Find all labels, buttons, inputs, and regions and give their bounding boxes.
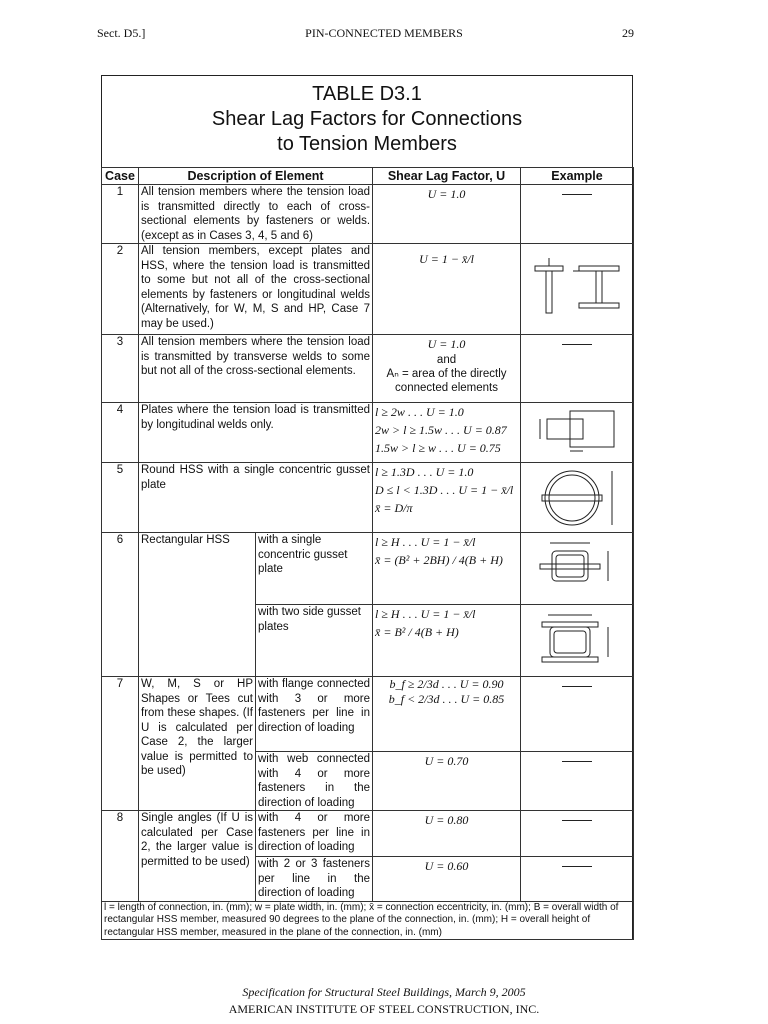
table-footnote: l = length of connection, in. (mm); w = plate width, in. (mm); x̄ = connection eccentricity, in. (mm); B = overall width of rectangular HSS member, measured 90 degrees to the plane of the connection, in. (mm); H = overall height of rectangular HSS member, measured in the plane of the connection, in. (mm) <box>102 901 634 940</box>
sub-description: with 2 or 3 fasteners per line in the direction of loading <box>256 857 373 902</box>
factor-line-1: l ≥ 1.3D . . . U = 1.0 <box>375 465 474 479</box>
footer-publisher: AMERICAN INSTITUTE OF STEEL CONSTRUCTION, INC. <box>228 1002 540 1016</box>
factor-line-3: 1.5w > l ≥ w . . . U = 0.75 <box>375 441 501 455</box>
factor-line-1: l ≥ 2w . . . U = 1.0 <box>375 405 464 419</box>
example-dash <box>521 677 634 752</box>
plate-weld-sketch <box>532 407 622 459</box>
factor-and: and <box>436 354 457 366</box>
dash-mark <box>562 194 592 195</box>
table-title-line-2: to Tension Members <box>277 133 457 155</box>
dash-mark <box>562 761 592 762</box>
rect-hss-single-gusset-sketch <box>532 537 622 597</box>
col-header-factor: Shear Lag Factor, U <box>373 168 521 185</box>
shear-lag-factor: U = 0.70 <box>373 752 521 811</box>
shear-lag-factor <box>373 533 521 605</box>
shear-lag-factor <box>373 403 521 463</box>
example-dash <box>521 185 634 244</box>
example-figure <box>521 463 634 533</box>
factor-line-3: x̄ = D/π <box>375 501 413 515</box>
table-row-case-4 <box>102 403 634 463</box>
sub-description: with flange connected with 3 or more fasteners per line in direction of loading <box>256 677 373 752</box>
shear-lag-factor: U = 0.80 <box>373 811 521 857</box>
factor-value: U = 1.0 <box>427 337 466 351</box>
table-row-case-3 <box>102 335 634 403</box>
factor-line-2: D ≤ l < 1.3D . . . U = 1 − x̄/l <box>375 483 514 497</box>
case-description: Plates where the tension load is transmitted by longitudinal welds only. <box>139 403 373 463</box>
case-description: Single angles (If U is calculated per Case 2, the larger value is permitted to be used) <box>139 811 256 902</box>
running-head-section: Sect. D5.] <box>97 26 146 40</box>
sub-description: with 4 or more fasteners per line in direction of loading <box>256 811 373 857</box>
dash-mark <box>562 686 592 687</box>
example-dash <box>521 811 634 857</box>
round-hss-sketch <box>532 467 622 529</box>
table-row-case-5 <box>102 463 634 533</box>
factor-line-2: 2w > l ≥ 1.5w . . . U = 0.87 <box>375 423 507 437</box>
dash-mark <box>562 866 592 867</box>
table-row-case-2 <box>102 244 634 335</box>
table-row-case-1 <box>102 185 634 244</box>
rect-hss-side-gussets-sketch <box>532 609 622 669</box>
example-figure <box>521 244 634 335</box>
table-row-case-8a <box>102 811 634 857</box>
table-title-line-1: Shear Lag Factors for Connections <box>211 108 523 130</box>
footnote-row <box>102 901 634 940</box>
page-number: 29 <box>622 26 634 40</box>
sub-description: with web connected with 4 or more fasteners in the direction of loading <box>256 752 373 811</box>
shear-lag-factor: U = 0.60 <box>373 857 521 902</box>
example-dash <box>521 857 634 902</box>
case-number: 6 <box>102 533 139 677</box>
case-description: All tension members, except plates and HSS, where the tension load is transmitted to some but not all of the cross-sectional elements by fasteners or longitudinal welds (Alternatively, for W, M, S and HP, Case 7 may be used.) <box>139 244 373 335</box>
sub-description: with two side gusset plates <box>256 605 373 677</box>
dash-mark <box>562 344 592 345</box>
case-number: 3 <box>102 335 139 403</box>
factor-line-1: l ≥ H . . . U = 1 − x̄/l <box>375 535 476 549</box>
sub-description: with a single concentric gusset plate <box>256 533 373 605</box>
shear-lag-factor <box>373 335 521 403</box>
example-figure <box>521 403 634 463</box>
tee-and-wide-flange-sketch <box>527 248 627 318</box>
case-description: All tension members where the tension load is transmitted by transverse welds to some but not all of the cross-sectional elements. <box>139 335 373 403</box>
dash-mark <box>562 820 592 821</box>
running-head-title: PIN-CONNECTED MEMBERS <box>305 26 463 40</box>
factor-line-2: x̄ = (B² + 2BH) / 4(B + H) <box>375 553 503 567</box>
case-number: 2 <box>102 244 139 335</box>
header-row <box>102 168 634 185</box>
case-number: 7 <box>102 677 139 811</box>
case-number: 1 <box>102 185 139 244</box>
shear-lag-factor <box>373 677 521 752</box>
example-figure <box>521 605 634 677</box>
table-row-case-7a <box>102 677 634 752</box>
shear-lag-factor <box>373 463 521 533</box>
footer-spec-title: Specification for Structural Steel Buildings, March 9, 2005 <box>242 985 526 999</box>
shear-lag-table <box>101 167 634 940</box>
case-description: All tension members where the tension load is transmitted directly to each of cross-sectional elements by fasteners or welds. (except as in Cases 3, 4, 5 and 6) <box>139 185 373 244</box>
case-number: 4 <box>102 403 139 463</box>
example-figure <box>521 533 634 605</box>
factor-line-2: x̄ = B² / 4(B + H) <box>375 625 459 639</box>
factor-line-1: l ≥ H . . . U = 1 − x̄/l <box>375 607 476 621</box>
case-number: 5 <box>102 463 139 533</box>
case-number: 8 <box>102 811 139 902</box>
case-description: Rectangular HSS <box>139 533 256 677</box>
table-number: TABLE D3.1 <box>312 83 422 105</box>
example-dash <box>521 335 634 403</box>
table-frame <box>101 75 633 940</box>
col-header-description: Description of Element <box>139 168 373 185</box>
case-description: Round HSS with a single concentric gusset plate <box>139 463 373 533</box>
factor-line-2: b_f < 2/3d . . . U = 0.85 <box>388 692 505 706</box>
col-header-example: Example <box>521 168 634 185</box>
case-description: W, M, S or HP Shapes or Tees cut from these shapes. (If U is calculated per Case 2, the larger value is permitted to be used) <box>139 677 256 811</box>
shear-lag-factor: U = 1 − x̄/l <box>373 244 521 335</box>
factor-line-1: b_f ≥ 2/3d . . . U = 0.90 <box>389 677 504 691</box>
shear-lag-factor <box>373 605 521 677</box>
shear-lag-factor: U = 1.0 <box>373 185 521 244</box>
table-row-case-6a <box>102 533 634 605</box>
example-dash <box>521 752 634 811</box>
col-header-case: Case <box>102 168 139 185</box>
factor-note: Aₙ = area of the directly connected elements <box>386 368 507 394</box>
